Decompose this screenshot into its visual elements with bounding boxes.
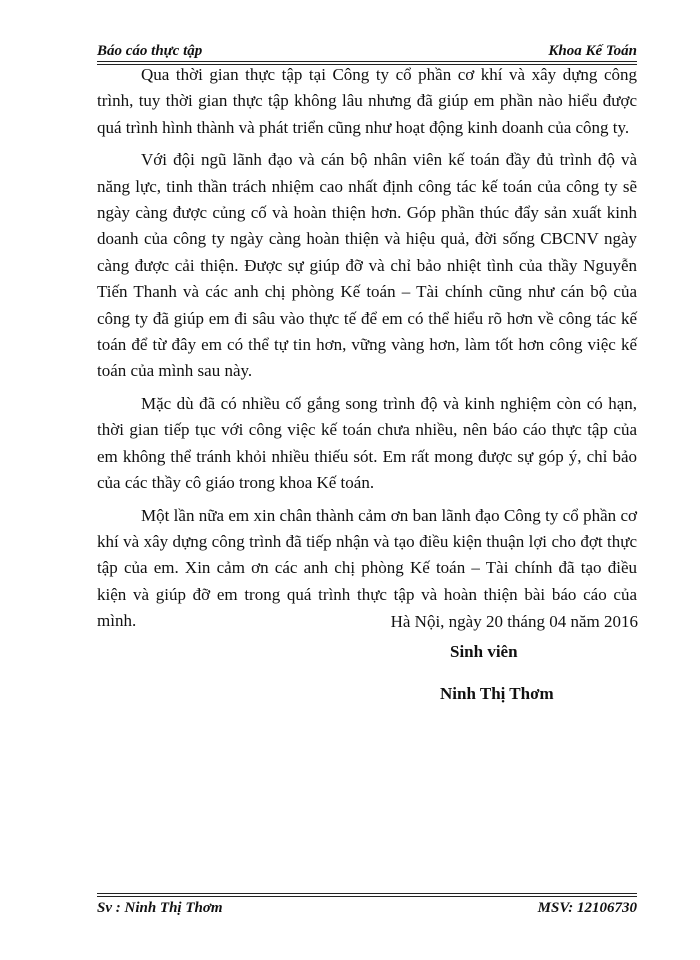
signer-name: Ninh Thị Thơm — [440, 684, 554, 703]
paragraph-1: Qua thời gian thực tập tại Công ty cổ phần cơ khí và xây dựng công trình, tuy thời gian thực tập không lâu nhưng đã giúp em phần nào hiểu được quá trình hình thành và phát triển cũng như hoạt động kinh doanh của công ty. — [97, 65, 637, 137]
paragraph-4: Một lần nữa em xin chân thành cảm ơn ban lãnh đạo Công ty cổ phần cơ khí và xây dựng công trình đã tiếp nhận và tạo điều kiện thuận lợi cho đợt thực tập của em. Xin cảm ơn các anh chị phòng Kế toán – Tài chính đã tạo điều kiện và giúp đỡ em trong quá trình thực tập và hoàn thiện bài báo cáo của mình. — [97, 505, 637, 631]
paragraph-3: Mặc dù đã có nhiều cố gắng song trình độ và kinh nghiệm còn có hạn, thời gian tiếp tục với công việc kế toán chưa nhiều, nên báo cáo thực tập của em không thể tránh khỏi nhiều thiếu sót. Em rất mong được sự góp ý, chỉ bảo của các thầy cô giáo trong khoa Kế toán. — [97, 393, 637, 493]
footer-student-id: MSV: 12106730 — [537, 900, 637, 916]
signer-role: Sinh viên — [450, 642, 518, 661]
footer-rule — [97, 893, 637, 894]
paragraph-2: Với đội ngũ lãnh đạo và cán bộ nhân viên kế toán đầy đủ trình độ và năng lực, tinh thần trách nhiệm cao nhất định công tác kế toán của công ty sẽ ngày càng được củng cố và hoàn thiện hơn. Góp phần thúc đẩy sản xuất kinh doanh của công ty ngày càng hoàn thiện và hiệu quả, đời sống CBCNV ngày càng được cải thiện. Được sự giúp đỡ và chỉ bảo nhiệt tình của thầy Nguyễn Tiến Thanh và các anh chị phòng Kế toán – Tài chính cũng như cán bộ của công ty đã giúp em đi sâu vào thực tế để em có thể hiểu rõ hơn về công tác kế toán để từ đây em có thể tự tin hơn, vững vàng hơn, làm tốt hơn công việc kế toán của mình sau này. — [97, 150, 637, 381]
date-line: Hà Nội, ngày 20 tháng 04 năm 2016 — [390, 612, 638, 631]
footer-student: Sv : Ninh Thị Thơm — [97, 900, 223, 916]
page-header — [97, 38, 637, 60]
header-report-title: Báo cáo thực tập — [97, 43, 203, 59]
page-footer — [97, 900, 637, 922]
body-text — [97, 62, 637, 641]
header-faculty: Khoa Kế Toán — [548, 43, 637, 59]
footer-rule-thin — [97, 896, 637, 897]
